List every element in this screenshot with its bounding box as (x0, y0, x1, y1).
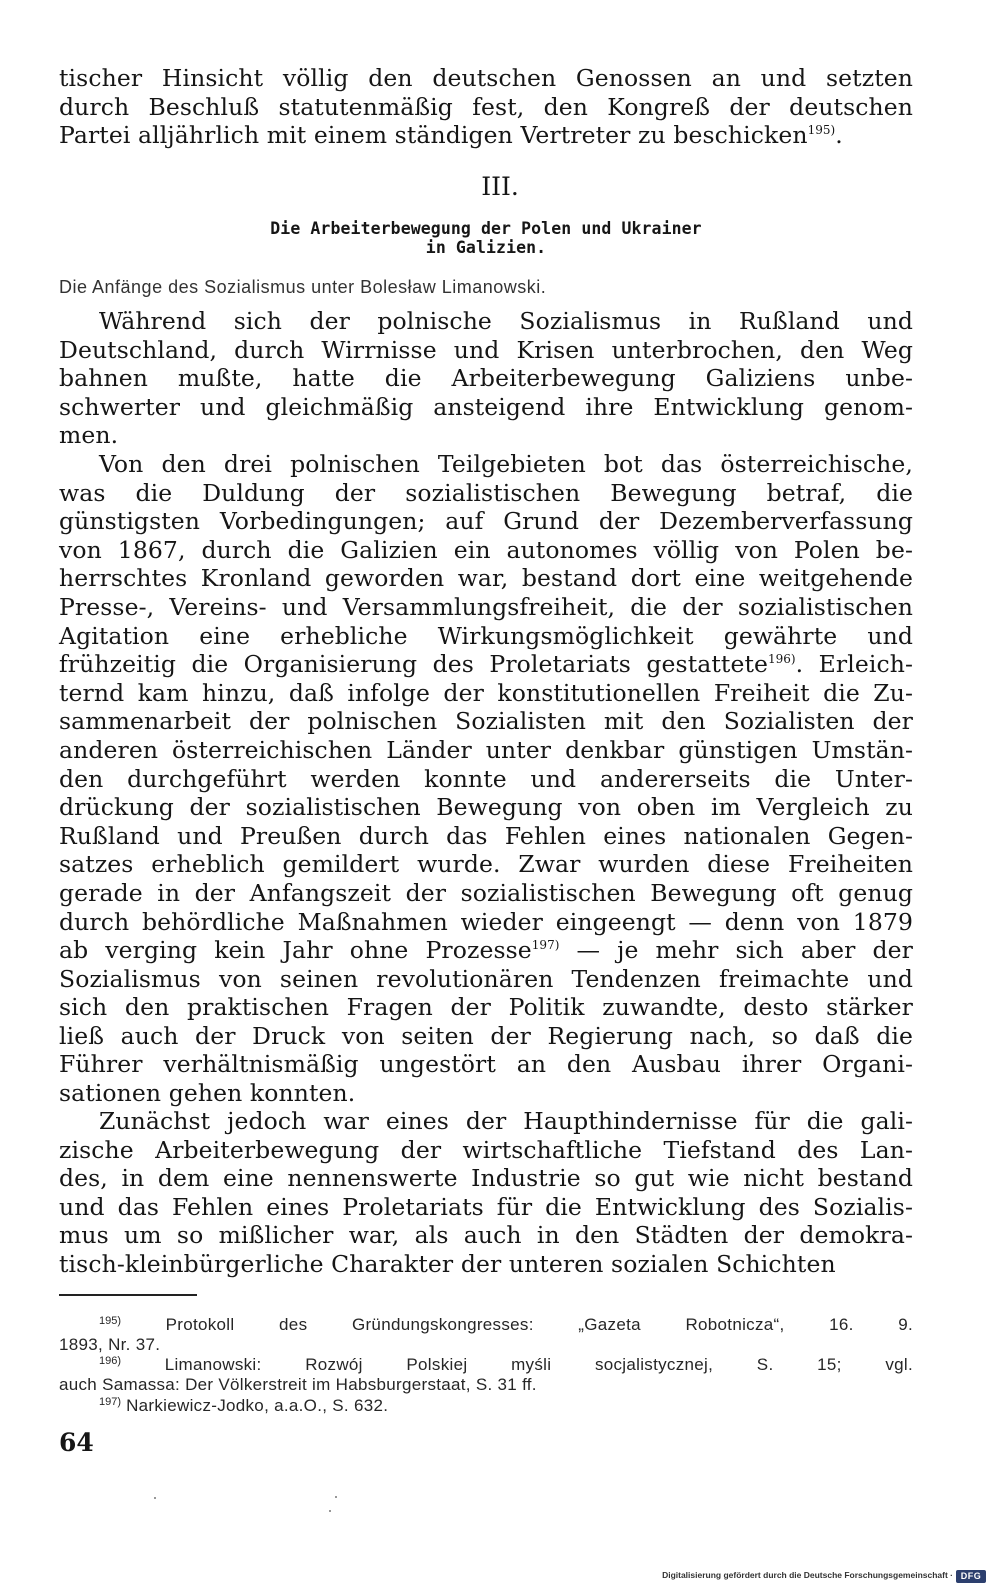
text-line (59, 1193, 913, 1222)
text-line (59, 1164, 913, 1193)
line-text: Führer verhältnismäßig ungestört an den Ausbau ihrer Organi- (59, 1050, 913, 1079)
text-line (59, 822, 913, 851)
line-text: durch Beschluß statutenmäßig fest, den Kongreß der deutschen (59, 92, 913, 121)
line-text: frühzeitig die Organisierung des Proletariats gestattete (59, 650, 769, 679)
text-line (59, 908, 913, 937)
text-line (59, 507, 913, 536)
footnote-line (59, 1335, 913, 1355)
text-line (59, 1050, 913, 1079)
line-text: sammenarbeit der polnischen Sozialisten mit den Sozialisten der (59, 707, 913, 736)
footnote-text: Protokoll des Gründungskongresses: „Gazeta Robotnicza“, 16. 9. (165, 1315, 913, 1334)
line-text: zische Arbeiterbewegung der wirtschaftliche Tiefstand des Lan- (59, 1135, 913, 1164)
line-text: des, in dem eine nennenswerte Industrie so gut wie nicht bestand (59, 1164, 913, 1193)
line-text: von 1867, durch die Galizien ein autonomes völlig von Polen be- (59, 535, 913, 564)
line-text: herrschtes Kronland geworden war, bestand dort eine weitgehende (59, 564, 913, 593)
line-text: den durchgeführt werden konnte und andererseits die Unter- (59, 764, 913, 793)
paragraph-1 (59, 307, 913, 450)
text-line (59, 650, 913, 679)
footnote-196 (59, 1355, 913, 1395)
line-text-continued: — je mehr sich aber der (559, 936, 913, 965)
text-line (59, 121, 913, 150)
text-line (59, 364, 913, 393)
section-subheading: Die Anfänge des Sozialismus unter Bolesław Limanowski. (59, 277, 547, 297)
intro-paragraph (59, 64, 913, 150)
footnote-line (59, 1315, 913, 1335)
line-text: satzes erheblich gemildert wurde. Zwar wurden diese Freiheiten (59, 850, 913, 879)
footnote-rule (59, 1294, 197, 1296)
line-text-continued: . (835, 121, 843, 150)
line-text-continued: . Erleich- (795, 650, 913, 679)
text-line (59, 64, 913, 93)
line-text: sationen gehen konnten. (59, 1079, 356, 1108)
text-line (59, 1107, 913, 1136)
text-line (59, 879, 913, 908)
text-line (59, 1136, 913, 1165)
line-text: tischer Hinsicht völlig den deutschen Genossen an und setzten (59, 64, 913, 92)
text-line (59, 850, 913, 879)
paragraph-2 (59, 450, 913, 1108)
scan-speck (335, 1496, 337, 1498)
page-number: 64 (59, 1428, 94, 1457)
text-line (59, 307, 913, 336)
text-line (59, 736, 913, 765)
line-text: anderen österreichischen Länder unter denkbar günstigen Umstän- (59, 735, 913, 764)
text-line (59, 564, 913, 593)
line-text: ab verging kein Jahr ohne Prozesse (59, 936, 532, 965)
section-numeral: III. (481, 172, 519, 201)
line-text: Zunächst jedoch war eines der Haupthindernisse für die gali- (99, 1107, 913, 1135)
line-text: Deutschland, durch Wirrnisse und Krisen unterbrochen, den Weg (59, 335, 913, 364)
footnote-number: 197) (99, 1396, 122, 1408)
text-line (59, 793, 913, 822)
text-line (59, 450, 913, 479)
text-line (59, 679, 913, 708)
line-text: sich den praktischen Fragen der Politik zuwandte, desto stärker (59, 993, 913, 1022)
line-text: und das Fehlen eines Proletariats für die Entwicklung des Sozialis- (59, 1192, 913, 1221)
text-line (59, 1022, 913, 1051)
line-text: gerade in der Anfangszeit der sozialistischen Bewegung oft genug (59, 878, 913, 907)
text-line (59, 1250, 913, 1279)
footnote-text: auch Samassa: Der Völkerstreit im Habsburgerstaat, S. 31 ff. (59, 1375, 537, 1394)
section-heading (59, 219, 913, 257)
line-text: durch behördliche Maßnahmen wieder eingeengt — denn von 1879 (59, 907, 913, 936)
text-line (59, 993, 913, 1022)
section-heading-line: in Galizien. (425, 238, 547, 257)
text-line (59, 622, 913, 651)
line-text: Von den drei polnischen Teilgebieten bot das österreichische, (99, 450, 913, 478)
footnote-text: 1893, Nr. 37. (59, 1335, 161, 1354)
line-text: schwerter und gleichmäßig ansteigend ihre Entwicklung genom- (59, 392, 913, 421)
line-text: bahnen mußte, hatte die Arbeiterbewegung Galiziens unbe- (59, 364, 913, 393)
text-line (59, 707, 913, 736)
line-text: ternd kam hinzu, daß infolge der konstitutionellen Freiheit die Zu- (59, 678, 913, 707)
line-text: tisch-kleinbürgerliche Charakter der unteren sozialen Schichten (59, 1249, 836, 1278)
line-text: men. (59, 421, 119, 450)
footnote-number: 195) (99, 1315, 122, 1327)
text-line (59, 936, 913, 965)
line-text: Sozialismus von seinen revolutionären Tendenzen freimachte und (59, 964, 913, 993)
text-line (59, 479, 913, 508)
line-text: Rußland und Preußen durch das Fehlen eines nationalen Gegen- (59, 821, 913, 850)
scan-speck (329, 1510, 331, 1512)
text-line (59, 421, 913, 450)
footnote-reference: 195) (807, 123, 836, 138)
footnote-number: 196) (99, 1355, 122, 1367)
digitization-credit: Digitalisierung gefördert durch die Deutsche Forschungsgemeinschaft · (662, 1570, 953, 1580)
text-line (59, 1221, 913, 1250)
line-text: mus um so mißlicher war, als auch in den Städten der demokra- (59, 1221, 913, 1250)
footnote-197 (59, 1396, 913, 1416)
footnote-text: Narkiewicz-Jodko, a.a.O., S. 632. (126, 1396, 389, 1415)
line-text: Presse-, Vereins- und Versammlungsfreiheit, die der sozialistischen (59, 592, 913, 621)
line-text: drückung der sozialistischen Bewegung von oben im Vergleich zu (59, 793, 913, 822)
line-text: Während sich der polnische Sozialismus in Rußland und (99, 307, 913, 335)
text-line (59, 593, 913, 622)
footnote-reference: 197) (531, 938, 560, 953)
footnote-line (59, 1355, 913, 1375)
line-text: günstigsten Vorbedingungen; auf Grund der Dezemberverfassung (59, 507, 913, 536)
footnote-text: Limanowski: Rozwój Polskiej myśli socjalistycznej, S. 15; vgl. (164, 1355, 913, 1374)
text-line (59, 393, 913, 422)
text-line (59, 336, 913, 365)
footnote-line (59, 1375, 913, 1395)
line-text: was die Duldung der sozialistischen Bewegung betraf, die (59, 478, 913, 507)
section-heading-line: Die Arbeiterbewegung der Polen und Ukrainer (270, 219, 702, 238)
line-text: ließ auch der Druck von seiten der Regierung nach, so daß die (59, 1021, 913, 1050)
dfg-logo-icon: DFG (956, 1570, 986, 1583)
text-line (59, 1079, 913, 1108)
text-line (59, 765, 913, 794)
text-line (59, 536, 913, 565)
line-text: Partei alljährlich mit einem ständigen Vertreter zu beschicken (59, 121, 808, 150)
text-line (59, 965, 913, 994)
footnote-195 (59, 1315, 913, 1355)
text-line (59, 93, 913, 122)
scan-speck (154, 1497, 156, 1499)
paragraph-3 (59, 1107, 913, 1279)
footnote-reference: 196) (768, 652, 796, 667)
footnote-line (59, 1396, 913, 1416)
line-text: Agitation eine erhebliche Wirkungsmöglichkeit gewährte und (59, 621, 913, 650)
